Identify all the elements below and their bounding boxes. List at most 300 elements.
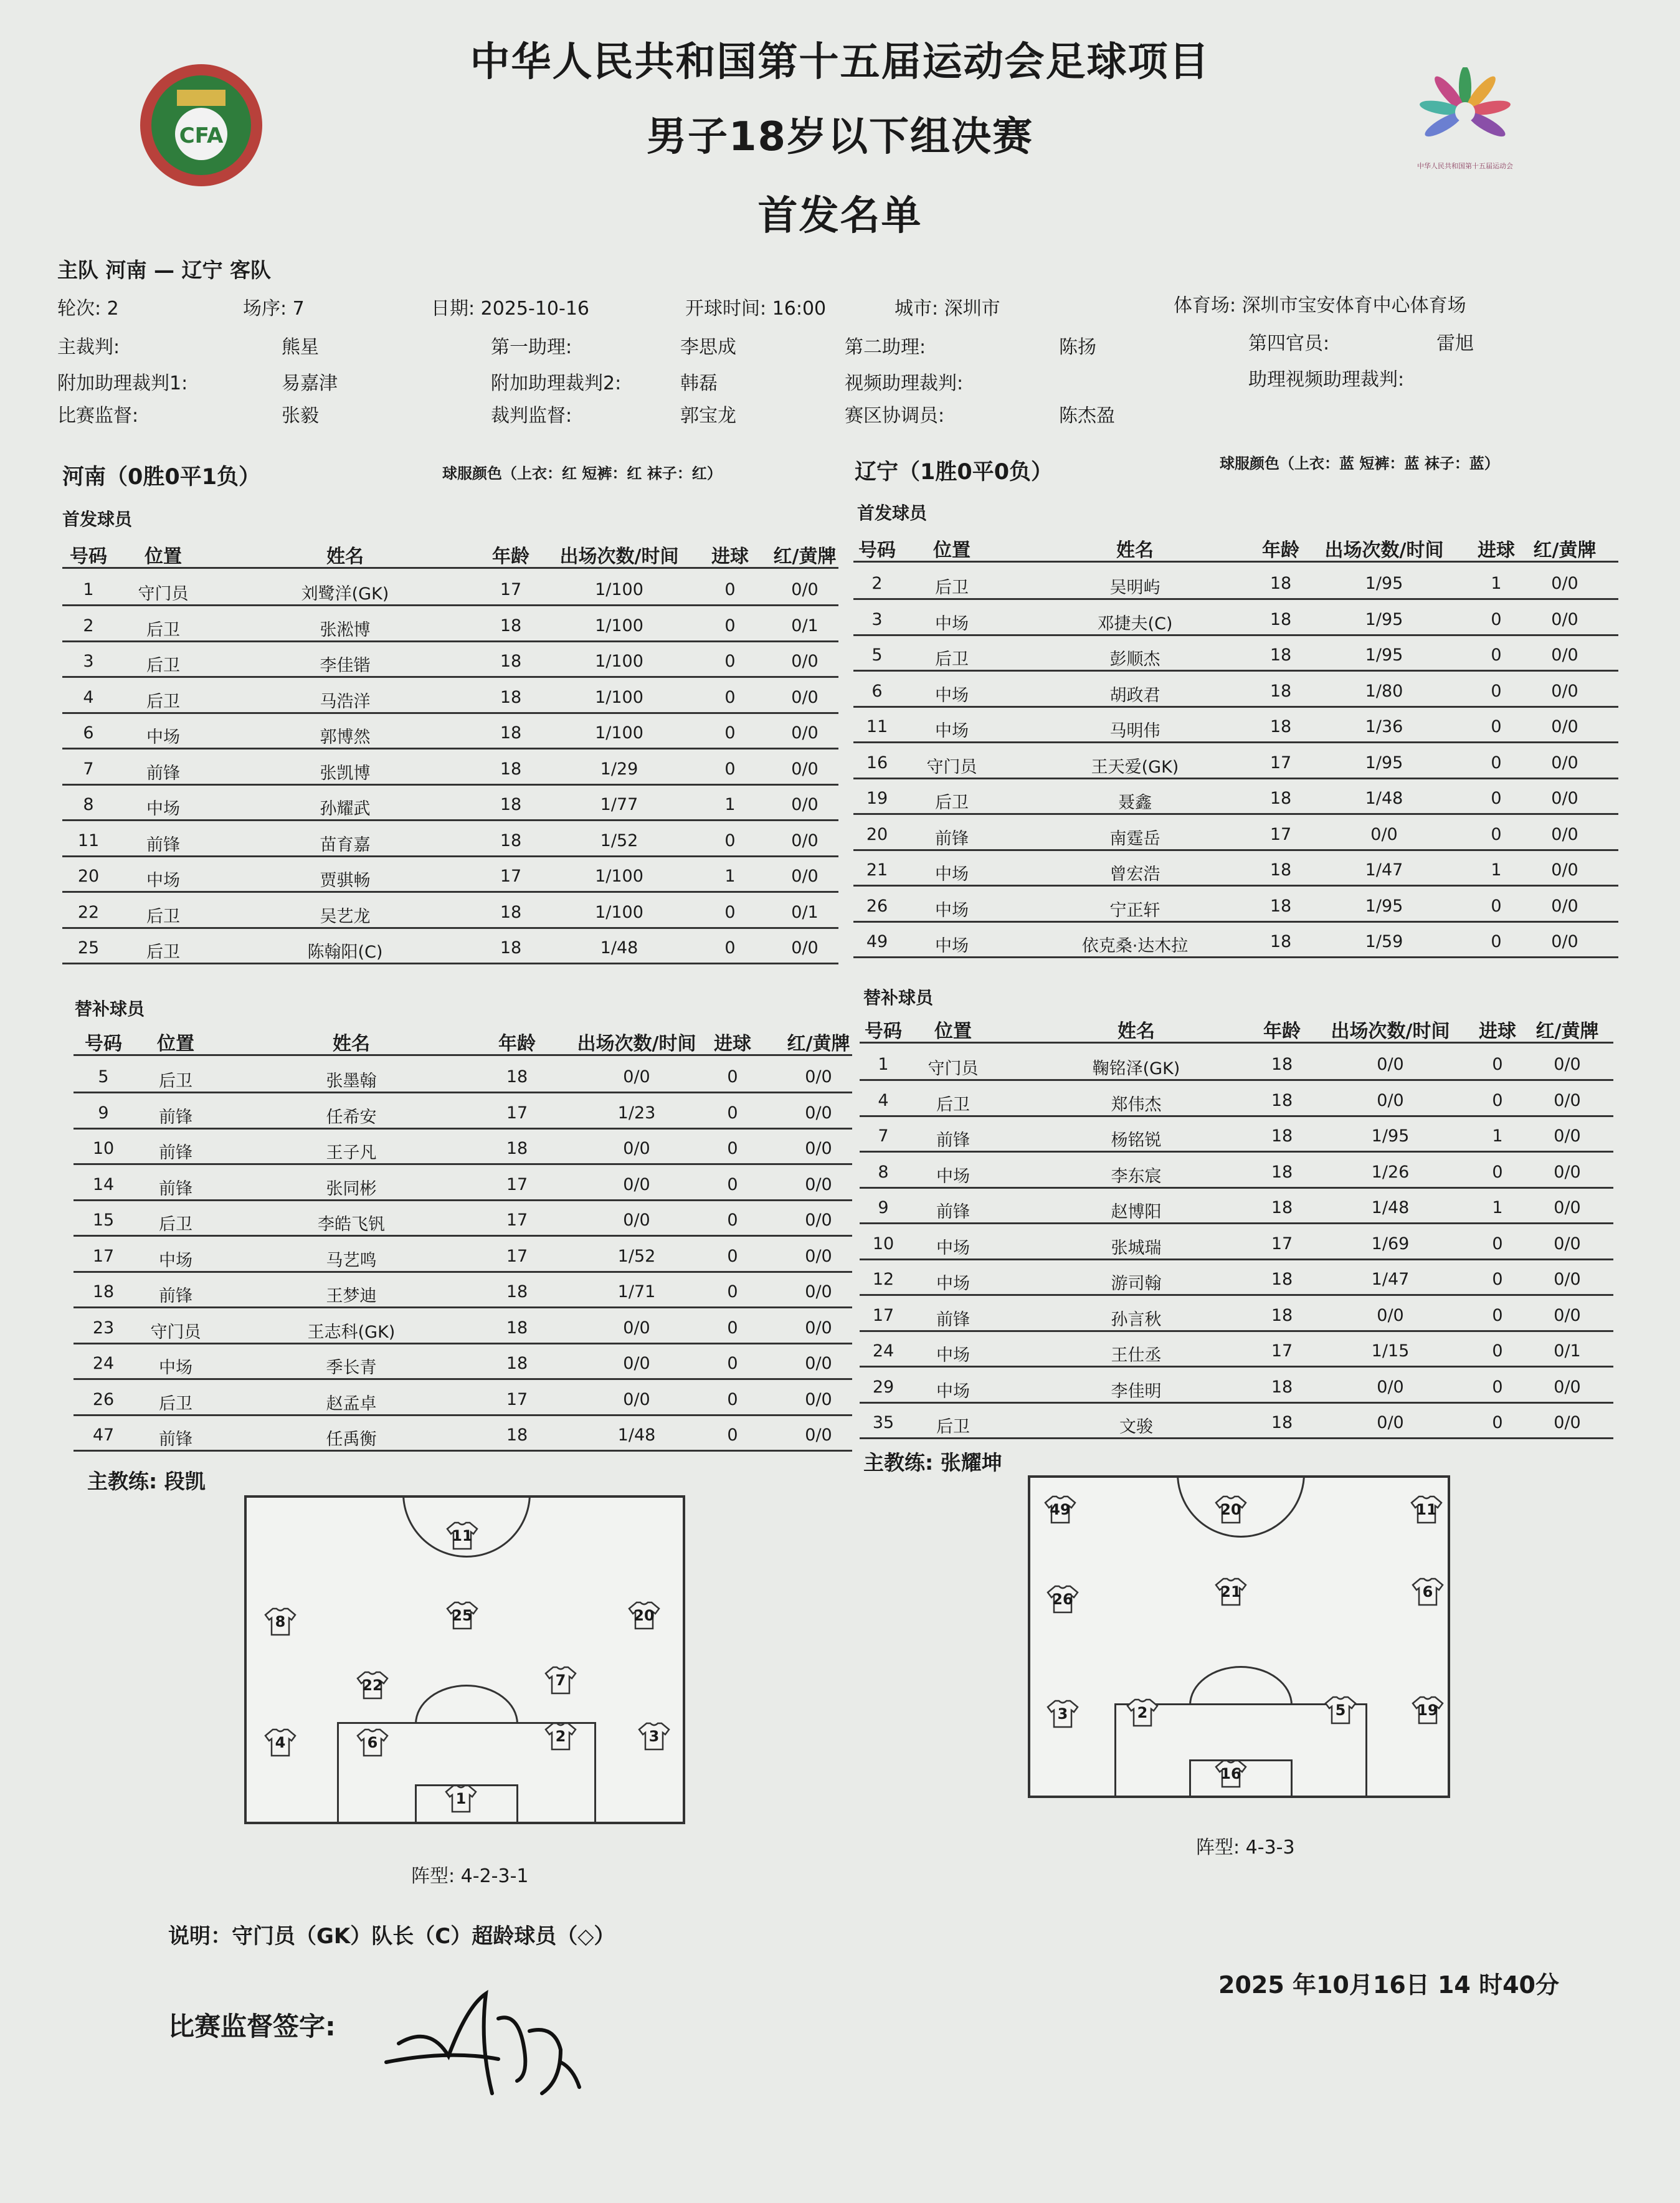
table-cell: 5	[871, 645, 883, 665]
table-cell: 24	[872, 1341, 895, 1361]
table-cell: 中场	[936, 1166, 970, 1186]
table-cell: 中场	[935, 936, 969, 956]
table-row	[62, 927, 838, 964]
table-cell: 18	[500, 652, 522, 671]
home-kit-colors: 球服颜色（上衣：红 短裤：红 袜子：红）	[442, 465, 722, 482]
home-starters-header-row	[62, 541, 838, 569]
table-row	[853, 885, 1618, 923]
round-label: 轮次:	[57, 298, 102, 320]
table-cell: 0/0	[623, 1067, 650, 1087]
table-cell: 0/0	[791, 867, 819, 886]
player-jersey-icon	[1215, 1495, 1247, 1524]
teams-line: 主队 河南 — 辽宁 客队	[57, 258, 271, 282]
table-cell: 49	[866, 932, 888, 951]
table-cell: 18	[1271, 1198, 1293, 1217]
table-cell: 陈翰阳(C)	[307, 943, 383, 962]
table-cell: 李皓飞钒	[318, 1215, 385, 1234]
home-formation-pitch	[244, 1495, 685, 1824]
table-cell: 1/48	[1365, 789, 1403, 808]
column-header: 红/黄牌	[773, 546, 837, 568]
table-cell: 王仕丞	[1111, 1346, 1162, 1365]
away-formation-label: 阵型:	[1196, 1837, 1240, 1858]
table-cell: 20	[866, 824, 888, 844]
table-cell: 马艺鸣	[326, 1250, 377, 1270]
table-cell: 11	[77, 830, 100, 850]
table-cell: 18	[1271, 1126, 1293, 1146]
table-cell: 吴艺龙	[320, 906, 371, 926]
table-row	[62, 820, 838, 857]
table-cell: 前锋	[159, 1179, 192, 1199]
column-header: 进球	[1478, 540, 1515, 561]
table-cell: 18	[1269, 789, 1292, 808]
table-cell: 0/0	[1554, 1234, 1581, 1254]
table-row	[62, 712, 838, 749]
table-cell: 18	[506, 1354, 528, 1373]
table-cell: 1/47	[1371, 1270, 1410, 1289]
table-cell: 3	[83, 652, 94, 671]
table-row	[860, 1259, 1613, 1296]
table-row	[853, 921, 1618, 958]
away-coach-name: 张耀坤	[940, 1450, 1002, 1475]
table-cell: 0	[724, 830, 736, 850]
away-formation-pitch	[1028, 1475, 1450, 1798]
table-row	[860, 1187, 1613, 1224]
table-cell: 0/0	[805, 1425, 832, 1445]
table-cell: 杨铭锐	[1111, 1131, 1162, 1150]
table-cell: 0/0	[791, 830, 819, 850]
table-cell: 刘鹭洋(GK)	[301, 584, 389, 604]
table-cell: 前锋	[159, 1143, 192, 1163]
table-cell: 孙耀武	[320, 799, 371, 819]
away-coach-label: 主教练:	[863, 1450, 934, 1475]
table-cell: 0	[727, 1174, 738, 1194]
table-cell: 17	[506, 1211, 528, 1230]
table-cell: 0	[1491, 681, 1502, 701]
table-cell: 王梦迪	[326, 1287, 377, 1306]
column-header: 进球	[1479, 1021, 1516, 1042]
column-header: 出场次数/时间	[559, 546, 679, 568]
official-label: 赛区协调员:	[845, 405, 945, 427]
table-cell: 季长青	[326, 1358, 377, 1377]
table-cell: 18	[1269, 574, 1292, 593]
column-header: 年龄	[1262, 540, 1299, 561]
table-cell: 0	[727, 1103, 738, 1123]
table-cell: 中场	[935, 685, 969, 705]
table-cell: 15	[92, 1211, 115, 1230]
player-jersey-icon	[445, 1784, 477, 1813]
table-cell: 0/0	[623, 1139, 650, 1158]
cfa-logo-abbr: CFA	[179, 123, 224, 148]
jersey-number: 6	[1422, 1583, 1433, 1601]
jersey-number: 22	[362, 1677, 383, 1694]
table-row	[74, 1414, 852, 1452]
table-cell: 23	[92, 1318, 115, 1338]
column-header: 红/黄牌	[1533, 540, 1597, 561]
table-cell: 9	[98, 1103, 109, 1123]
table-cell: 21	[866, 860, 888, 880]
table-cell: 18	[506, 1282, 528, 1301]
column-header: 位置	[934, 1021, 972, 1042]
table-cell: 郑伟杰	[1111, 1095, 1162, 1115]
table-cell: 0/0	[1370, 824, 1398, 844]
table-cell: 17	[1269, 753, 1292, 773]
table-cell: 18	[1269, 860, 1292, 880]
table-cell: 赵博阳	[1111, 1202, 1162, 1222]
table-cell: 后卫	[146, 620, 180, 640]
table-cell: 1	[724, 795, 736, 814]
supervisor-signature	[374, 1969, 598, 2112]
official-name: 韩磊	[680, 373, 718, 394]
column-header: 姓名	[333, 1033, 370, 1055]
table-cell: 后卫	[936, 1095, 970, 1115]
table-row	[860, 1115, 1613, 1153]
table-cell: 6	[83, 723, 94, 743]
table-cell: 0/0	[791, 938, 819, 958]
table-cell: 1	[83, 580, 94, 599]
table-cell: 1/100	[595, 652, 643, 671]
table-cell: 后卫	[146, 692, 180, 711]
table-cell: 18	[1271, 1305, 1293, 1325]
table-cell: 中场	[936, 1274, 970, 1293]
jersey-number: 19	[1417, 1701, 1438, 1719]
table-row	[853, 599, 1618, 636]
jersey-number: 25	[452, 1607, 473, 1624]
title-line-2: 男子18岁以下组决赛	[646, 114, 1034, 160]
table-row	[853, 634, 1618, 672]
jersey-number: 8	[275, 1613, 286, 1630]
table-cell: 1/95	[1365, 753, 1403, 773]
table-cell: 0/0	[1554, 1055, 1581, 1074]
table-cell: 0	[724, 938, 736, 958]
jersey-number: 2	[1137, 1704, 1148, 1721]
table-cell: 任希安	[326, 1107, 377, 1127]
table-row	[853, 849, 1618, 887]
table-cell: 0	[727, 1246, 738, 1266]
official-label: 附加助理裁判1:	[57, 373, 188, 394]
table-cell: 0/0	[1551, 896, 1578, 916]
table-cell: 17	[500, 867, 522, 886]
table-row	[860, 1151, 1613, 1189]
player-jersey-icon	[1126, 1698, 1159, 1727]
official-name: 郭宝龙	[680, 405, 736, 427]
table-cell: 17	[506, 1174, 528, 1194]
table-cell: 1	[1492, 1198, 1503, 1217]
table-cell: 胡政君	[1109, 685, 1160, 705]
table-row	[860, 1044, 1613, 1081]
table-row	[62, 855, 838, 893]
table-row	[74, 1164, 852, 1201]
table-cell: 0	[727, 1282, 738, 1301]
official-name: 熊星	[282, 336, 319, 358]
table-cell: 后卫	[146, 943, 180, 962]
table-cell: 0	[1491, 609, 1502, 629]
city-value: 深圳市	[944, 298, 1000, 320]
table-row	[860, 1295, 1613, 1332]
player-jersey-icon	[544, 1722, 577, 1751]
table-cell: 0	[724, 902, 736, 922]
table-cell: 0/0	[1377, 1305, 1404, 1325]
column-header: 进球	[711, 546, 749, 568]
report-datetime: 2025 年10月16日 14 时40分	[1218, 1971, 1559, 1999]
player-jersey-icon	[356, 1671, 389, 1700]
table-cell: 12	[872, 1270, 895, 1289]
table-cell: 18	[1269, 896, 1292, 916]
official-label: 裁判监督:	[491, 405, 572, 427]
jersey-number: 16	[1220, 1765, 1241, 1782]
table-cell: 0/0	[1551, 645, 1578, 665]
table-cell: 0/0	[805, 1139, 832, 1158]
table-cell: 孙言秋	[1111, 1310, 1162, 1330]
table-cell: 14	[92, 1174, 115, 1194]
table-cell: 0/0	[791, 759, 819, 779]
column-header: 号码	[865, 1021, 902, 1042]
table-cell: 0/0	[805, 1211, 832, 1230]
player-jersey-icon	[1215, 1759, 1247, 1788]
table-cell: 18	[506, 1425, 528, 1445]
table-cell: 0	[727, 1211, 738, 1230]
player-jersey-icon	[544, 1666, 577, 1695]
table-cell: 0/0	[1551, 717, 1578, 736]
table-cell: 0	[1492, 1234, 1503, 1254]
jersey-number: 49	[1050, 1501, 1071, 1518]
table-cell: 前锋	[936, 1131, 970, 1150]
column-header: 号码	[70, 546, 107, 568]
title-line-1: 中华人民共和国第十五届运动会足球项目	[470, 39, 1210, 85]
table-cell: 2	[83, 616, 94, 635]
table-cell: 曾宏浩	[1109, 865, 1160, 884]
table-cell: 0/0	[805, 1282, 832, 1301]
table-cell: 18	[500, 902, 522, 922]
table-cell: 马浩洋	[320, 692, 371, 711]
signature-label: 比赛监督签字:	[168, 2011, 336, 2042]
stadium-label: 体育场:	[1174, 295, 1236, 316]
table-cell: 0/0	[1377, 1413, 1404, 1432]
home-starters-label: 首发球员	[62, 509, 133, 530]
column-header: 姓名	[1116, 540, 1154, 561]
table-cell: 李东宸	[1111, 1166, 1162, 1186]
table-cell: 0/0	[791, 580, 819, 599]
table-cell: 0/0	[1551, 932, 1578, 951]
table-row	[860, 1366, 1613, 1404]
table-cell: 18	[92, 1282, 115, 1301]
table-cell: 守门员	[926, 757, 977, 777]
table-cell: 后卫	[935, 650, 969, 669]
jersey-number: 6	[367, 1734, 378, 1751]
table-cell: 宁正轩	[1109, 900, 1160, 920]
table-row	[74, 1056, 852, 1093]
table-cell: 0/0	[805, 1067, 832, 1087]
table-cell: 0/0	[623, 1318, 650, 1338]
home-team-record: 河南（0胜0平1负）	[62, 465, 261, 490]
table-cell: 0	[1492, 1055, 1503, 1074]
table-cell: 0/0	[1554, 1305, 1581, 1325]
table-cell: 5	[98, 1067, 109, 1087]
table-cell: 1/100	[595, 902, 643, 922]
player-jersey-icon	[446, 1601, 478, 1630]
table-row	[860, 1223, 1613, 1260]
table-cell: 0/0	[1554, 1090, 1581, 1110]
table-row	[62, 677, 838, 714]
table-cell: 1/48	[617, 1425, 656, 1445]
table-cell: 中场	[146, 871, 180, 890]
table-cell: 18	[506, 1067, 528, 1087]
table-cell: 后卫	[159, 1072, 192, 1091]
table-cell: 0/0	[791, 652, 819, 671]
table-cell: 中场	[159, 1250, 192, 1270]
table-cell: 郭博然	[320, 728, 371, 747]
table-cell: 18	[500, 759, 522, 779]
table-cell: 后卫	[936, 1417, 970, 1437]
table-cell: 李佳锴	[320, 656, 371, 675]
table-row	[853, 778, 1618, 815]
table-cell: 47	[92, 1425, 115, 1445]
table-cell: 后卫	[935, 793, 969, 812]
table-row	[853, 814, 1618, 851]
table-cell: 10	[872, 1234, 895, 1254]
table-cell: 守门员	[150, 1322, 201, 1342]
column-header: 年龄	[492, 546, 529, 568]
table-cell: 0	[727, 1067, 738, 1087]
home-subs-label: 替补球员	[75, 999, 145, 1019]
table-cell: 1/100	[595, 616, 643, 635]
table-cell: 王子凡	[326, 1143, 377, 1163]
table-cell: 王志科(GK)	[307, 1322, 396, 1342]
table-cell: 0	[1491, 932, 1502, 951]
table-row	[853, 670, 1618, 708]
table-cell: 守门员	[928, 1059, 979, 1078]
table-row	[860, 1080, 1613, 1117]
table-cell: 0/0	[1551, 609, 1578, 629]
table-cell: 1	[878, 1055, 889, 1074]
table-cell: 18	[1271, 1413, 1293, 1432]
player-jersey-icon	[1215, 1577, 1247, 1606]
table-cell: 0	[724, 580, 736, 599]
jersey-number: 5	[1335, 1701, 1346, 1719]
table-cell: 中场	[935, 900, 969, 920]
table-cell: 18	[506, 1318, 528, 1338]
table-cell: 聂鑫	[1118, 793, 1152, 812]
table-cell: 17	[506, 1246, 528, 1266]
table-row	[853, 563, 1618, 600]
table-cell: 18	[1269, 681, 1292, 701]
table-cell: 0/0	[1551, 860, 1578, 880]
column-header: 进球	[714, 1033, 751, 1055]
round-value: 2	[107, 298, 119, 320]
table-cell: 8	[878, 1162, 889, 1182]
away-team-record: 辽宁（1胜0平0负）	[855, 460, 1053, 485]
table-cell: 18	[506, 1139, 528, 1158]
table-cell: 前锋	[936, 1310, 970, 1330]
table-cell: 0/1	[791, 902, 819, 922]
table-cell: 1/77	[600, 795, 638, 814]
official-name: 易嘉津	[282, 373, 338, 394]
table-cell: 张凯博	[320, 763, 371, 783]
table-cell: 1/15	[1371, 1341, 1410, 1361]
away-starters-label: 首发球员	[857, 503, 928, 523]
table-cell: 0	[724, 616, 736, 635]
table-cell: 17	[1271, 1234, 1293, 1254]
table-cell: 18	[1269, 717, 1292, 736]
away-subs-header-row	[860, 1016, 1613, 1044]
table-cell: 张墨翰	[326, 1072, 377, 1091]
player-jersey-icon	[1044, 1495, 1076, 1524]
table-cell: 7	[83, 759, 94, 779]
table-cell: 11	[866, 717, 888, 736]
table-cell: 李佳明	[1111, 1381, 1162, 1401]
table-cell: 0/0	[805, 1174, 832, 1194]
table-cell: 18	[500, 616, 522, 635]
table-row	[62, 640, 838, 678]
player-jersey-icon	[1046, 1585, 1079, 1614]
column-header: 姓名	[326, 546, 364, 568]
table-row	[74, 1271, 852, 1308]
table-row	[62, 605, 838, 642]
table-cell: 1/59	[1365, 932, 1403, 951]
table-cell: 17	[1269, 824, 1292, 844]
table-cell: 0	[724, 687, 736, 707]
player-jersey-icon	[638, 1722, 670, 1751]
official-label: 视频助理裁判:	[845, 373, 964, 394]
table-cell: 18	[1269, 932, 1292, 951]
date-label: 日期:	[431, 298, 475, 320]
table-cell: 2	[871, 574, 883, 593]
table-row	[74, 1128, 852, 1165]
table-cell: 中场	[159, 1358, 192, 1377]
table-cell: 0/0	[791, 687, 819, 707]
table-row	[62, 569, 838, 606]
table-row	[74, 1379, 852, 1416]
table-cell: 17	[1271, 1341, 1293, 1361]
official-name: 陈扬	[1059, 336, 1096, 358]
table-cell: 1/48	[600, 938, 638, 958]
table-cell: 0	[1492, 1162, 1503, 1182]
player-jersey-icon	[446, 1521, 478, 1550]
table-cell: 0/0	[623, 1174, 650, 1194]
official-name: 陈杰盈	[1059, 405, 1115, 427]
table-cell: 任禹衡	[326, 1430, 377, 1449]
table-cell: 1/95	[1365, 896, 1403, 916]
jersey-number: 11	[1416, 1501, 1437, 1518]
table-cell: 35	[872, 1413, 895, 1432]
column-header: 红/黄牌	[1535, 1021, 1599, 1042]
table-cell: 依克桑·达木拉	[1081, 936, 1189, 956]
column-header: 红/黄牌	[787, 1033, 850, 1055]
home-subs-header-row	[74, 1028, 852, 1056]
player-jersey-icon	[628, 1601, 660, 1630]
table-cell: 1/71	[617, 1282, 656, 1301]
table-cell: 0/0	[1551, 753, 1578, 773]
player-jersey-icon	[1324, 1696, 1357, 1725]
table-cell: 1/100	[595, 723, 643, 743]
table-cell: 18	[1271, 1090, 1293, 1110]
table-cell: 0	[1491, 896, 1502, 916]
jersey-number: 11	[452, 1527, 473, 1544]
order-value: 7	[292, 298, 305, 320]
jersey-number: 3	[648, 1728, 660, 1745]
table-cell: 0	[1491, 824, 1502, 844]
table-cell: 0/0	[791, 723, 819, 743]
table-cell: 守门员	[138, 584, 189, 604]
city-label: 城市:	[895, 298, 939, 320]
table-row	[853, 742, 1618, 779]
table-cell: 1/100	[595, 867, 643, 886]
table-cell: 0	[724, 759, 736, 779]
legend-note: 说明：守门员（GK）队长（C）超龄球员（◇）	[168, 1924, 615, 1949]
jersey-number: 1	[455, 1790, 467, 1807]
kickoff-label: 开球时间:	[685, 298, 767, 320]
table-cell: 18	[500, 795, 522, 814]
table-cell: 王天爱(GK)	[1091, 757, 1179, 777]
